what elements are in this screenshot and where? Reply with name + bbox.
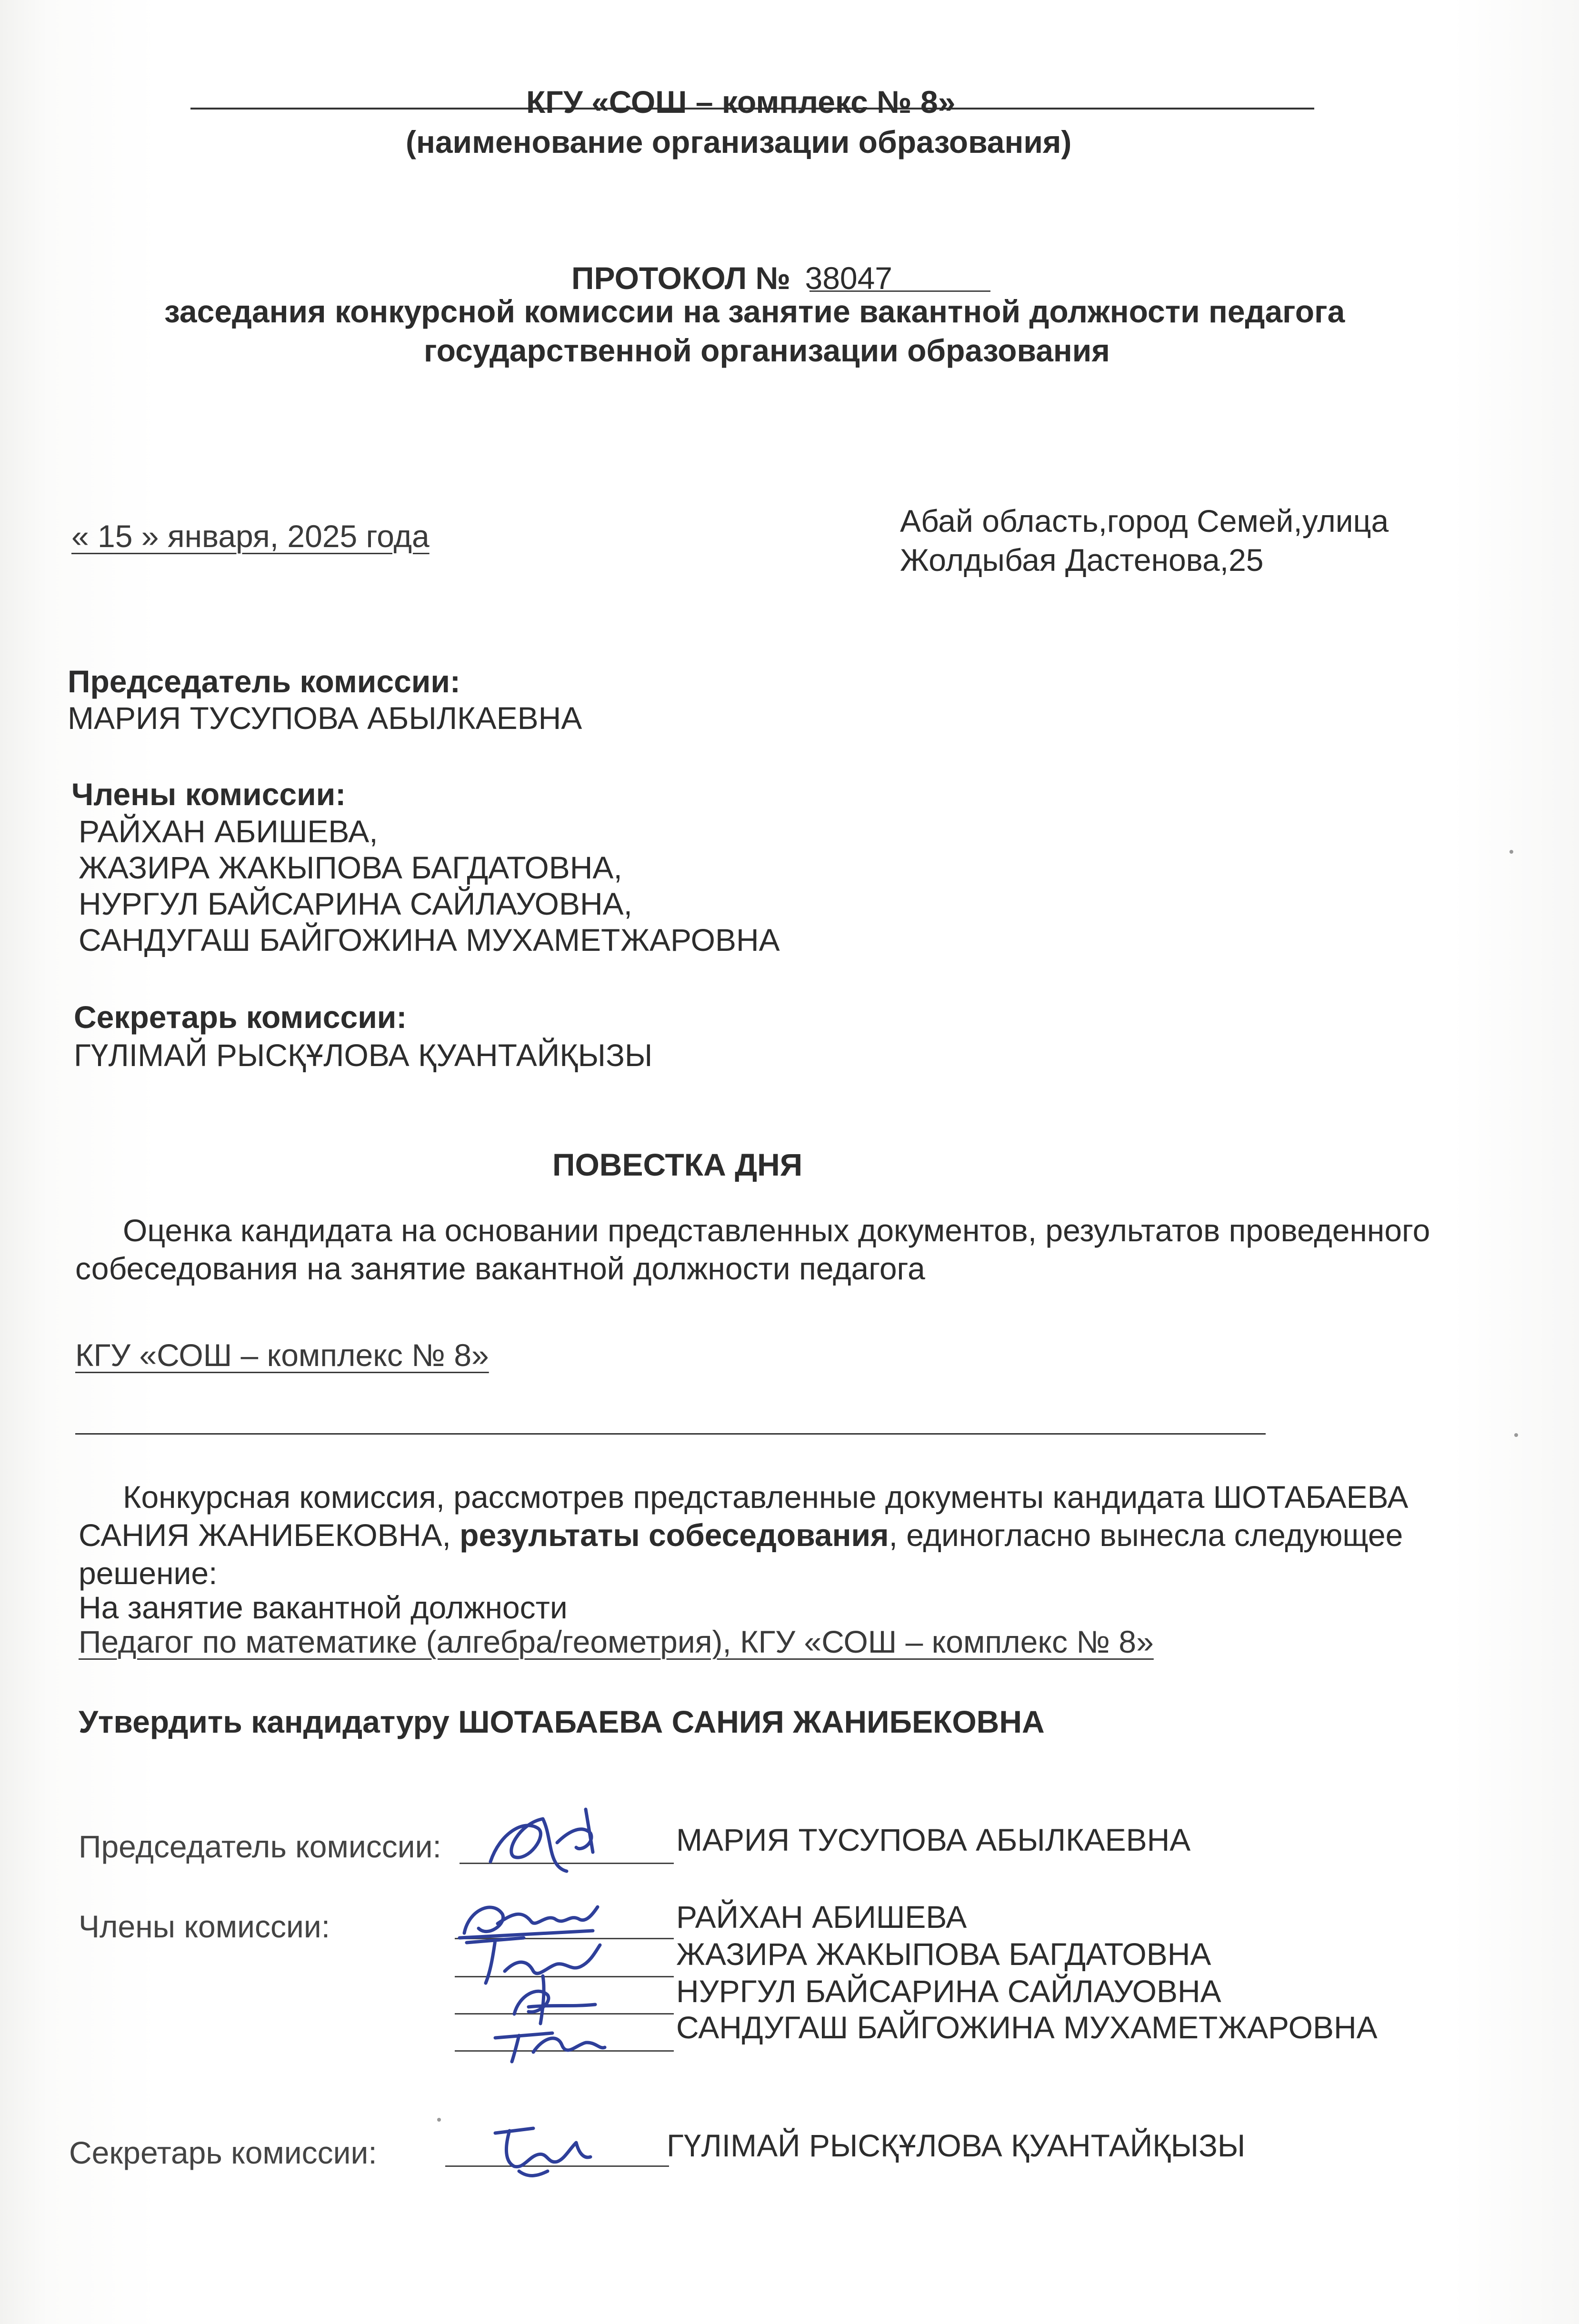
member-signature	[476, 2005, 619, 2066]
secretary-label: Секретарь комиссии:	[74, 999, 407, 1035]
paper-speck	[437, 2118, 441, 2122]
agenda-divider	[75, 1433, 1266, 1435]
decision-line1: Конкурсная комиссия, рассмотрев представленные документы кандидата ШОТАБАЕВА	[123, 1479, 1409, 1515]
org-name: КГУ «СОШ – комплекс № 8»	[526, 84, 956, 120]
meeting-address-line2: Жолдыбая Дастенова,25	[900, 542, 1264, 578]
sign-member-name: ЖАЗИРА ЖАКЫПОВА БАГДАТОВНА	[676, 1936, 1211, 1972]
protocol-number-line	[809, 290, 990, 292]
protocol-number: 38047	[805, 260, 893, 296]
sign-secretary-label: Секретарь комиссии:	[69, 2135, 377, 2170]
secretary-name: ГҮЛІМАЙ РЫСҚҰЛОВА ҚУАНТАЙҚЫЗЫ	[74, 1037, 653, 1073]
member-item: РАЙХАН АБИШЕВА,	[79, 814, 378, 849]
agenda-org: КГУ «СОШ – комплекс № 8»	[75, 1337, 489, 1373]
sign-members-label: Члены комиссии:	[79, 1909, 330, 1944]
approve-prefix: Утвердить кандидатуру	[79, 1704, 450, 1739]
sign-member-name: РАЙХАН АБИШЕВА	[676, 1899, 967, 1935]
chair-name: МАРИЯ ТУСУПОВА АБЫЛКАЕВНА	[68, 700, 582, 736]
agenda-text-line2: собеседования на занятие вакантной должности педагога	[75, 1251, 925, 1286]
org-caption: (наименование организации образования)	[406, 124, 1072, 160]
member-item: ЖАЗИРА ЖАКЫПОВА БАГДАТОВНА,	[79, 850, 622, 885]
approve-name: ШОТАБАЕВА САНИЯ ЖАНИБЕКОВНА	[458, 1704, 1045, 1739]
candidate-name-part: САНИЯ ЖАНИБЕКОВНА,	[79, 1517, 451, 1553]
interview-results: результаты собеседования	[460, 1517, 889, 1553]
sign-member-name: НУРГУЛ БАЙСАРИНА САЙЛАУОВНА	[676, 1974, 1221, 2009]
sign-secretary-name: ГҮЛІМАЙ РЫСҚҰЛОВА ҚУАНТАЙҚЫЗЫ	[667, 2128, 1246, 2163]
protocol-title-prefix: ПРОТОКОЛ №	[571, 260, 791, 296]
meeting-address-line1: Абай область,город Семей,улица	[900, 503, 1389, 539]
meeting-date: « 15 » января, 2025 года	[71, 519, 430, 554]
paper-speck	[1509, 850, 1513, 854]
paper-speck	[1514, 1433, 1518, 1437]
decision-line2	[79, 1518, 1403, 1553]
member-item: НУРГУЛ БАЙСАРИНА САЙЛАУОВНА,	[79, 886, 632, 921]
vacant-position: Педагог по математике (алгебра/геометрия), КГУ «СОШ – комплекс № 8»	[79, 1624, 1154, 1659]
protocol-subtitle-line2: государственной организации образования	[424, 333, 1110, 368]
members-label: Члены комиссии:	[71, 777, 346, 812]
sign-chair-name: МАРИЯ ТУСУПОВА АБЫЛКАЕВНА	[676, 1822, 1191, 1857]
protocol-subtitle-line1: заседания конкурсной комиссии на занятие вакантной должности педагога	[164, 294, 1345, 329]
decision-line4: На занятие вакантной должности	[79, 1590, 568, 1625]
decision-line3: решение:	[79, 1556, 218, 1591]
member-item: САНДУГАШ БАЙГОЖИНА МУХАМЕТЖАРОВНА	[79, 922, 780, 958]
agenda-text-line1: Оценка кандидата на основании представленных документов, результатов проведенного	[123, 1213, 1430, 1248]
chair-signature	[471, 1790, 643, 1885]
agenda-title: ПОВЕСТКА ДНЯ	[552, 1147, 803, 1182]
chair-label: Председатель комиссии:	[68, 664, 460, 699]
decision-line2-rest: , единогласно вынесла следующее	[889, 1517, 1403, 1553]
secretary-signature	[476, 2114, 610, 2185]
sign-member-name: САНДУГАШ БАЙГОЖИНА МУХАМЕТЖАРОВНА	[676, 2010, 1378, 2045]
sign-chair-label: Председатель комиссии:	[79, 1829, 441, 1864]
approve-line	[79, 1705, 1045, 1740]
